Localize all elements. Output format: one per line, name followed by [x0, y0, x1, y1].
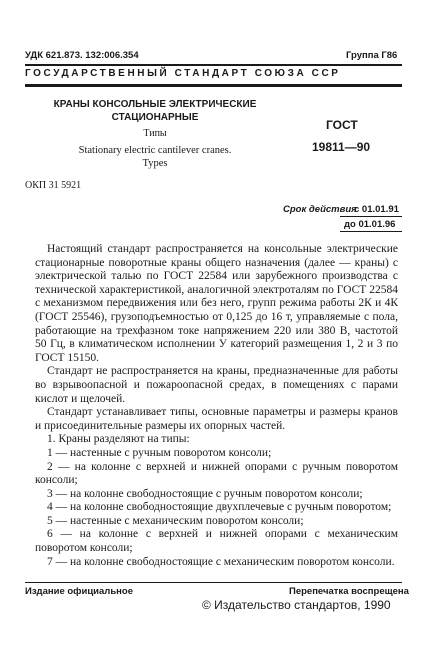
- english-title-line-1: Stationary electric cantilever cranes.: [78, 145, 232, 156]
- paragraph-exclusions: Стандарт не распространяется на краны, предназначенные для работы во взрывоопасной и пожароопасной средах, в помещениях с парами кислот и щелочей.: [35, 365, 398, 405]
- reprint-note: Перепечатка воспрещена: [289, 586, 409, 597]
- list-item: 6 — на колонне с верхней и нижней опорами с механическим поворотом консоли;: [35, 528, 398, 555]
- copyright-note: © Издательство стандартов, 1990: [202, 598, 391, 612]
- edition-note: Издание официальное: [25, 586, 133, 597]
- list-item: 2 — на колонне с верхней и нижней опорами с ручным поворотом консоли;: [35, 460, 398, 487]
- udk-code: УДК 621.873. 132:006.354: [25, 50, 139, 61]
- list-item: 4 — на колонне свободностоящие двухплечевые с ручным поворотом;: [47, 501, 392, 514]
- title-line-2: СТАЦИОНАРНЫЕ: [111, 112, 199, 123]
- banner-rule: [25, 84, 402, 87]
- paragraph-scope: Настоящий стандарт распространяется на консольные электрические стационарные поворотные краны общего назначения (далее — краны) с электрической талью по ГОСТ 22584 или зарубежного производства с технической характеристикой, аналогичной электроталям по ГОСТ 22584 с механизмом передвижения или без него, групп режима работы 2К и 4К (ГОСТ 25546), грузоподъемностью от 0,125 до 16 т, управляемые с пола, работающие на трехфазном токе напряжением 220 или 380 В, частотой 50 Гц, в климатическом исполнении У категорий размещения 1, 2 и 3 по ГОСТ 15150.: [35, 243, 398, 364]
- title-line-1: КРАНЫ КОНСОЛЬНЫЕ ЭЛЕКТРИЧЕСКИЕ: [53, 99, 257, 110]
- gost-number: 19811—90: [312, 140, 371, 154]
- paragraph-establishes: Стандарт устанавливает типы, основные параметры и размеры кранов и присоединительные размеры их опорных частей.: [35, 406, 398, 432]
- title-types: Типы: [143, 128, 167, 139]
- validity-underline-1: [340, 216, 402, 217]
- gost-label: ГОСТ: [326, 118, 358, 132]
- validity-underline-2: [340, 231, 402, 232]
- standard-banner: ГОСУДАРСТВЕННЫЙ СТАНДАРТ СОЮЗА ССР: [25, 68, 341, 79]
- list-item: 7 — на колонне свободностоящие с механическим поворотом консоли.: [47, 555, 395, 568]
- top-rule: [25, 64, 402, 66]
- paragraph-types-intro: 1. Краны разделяют на типы:: [47, 433, 190, 446]
- group-code: Группа Г86: [346, 50, 398, 61]
- validity-label: Срок действия: [283, 204, 357, 215]
- list-item: 5 — настенные с механическим поворотом консоли;: [47, 514, 304, 527]
- body-text: [35, 243, 398, 569]
- list-item: 3 — на колонне свободностоящие с ручным поворотом консоли;: [47, 487, 363, 500]
- english-title-line-2: Types: [142, 158, 168, 169]
- footer-rule: [25, 582, 402, 583]
- title-block: [40, 98, 270, 170]
- list-item: 1 — настенные с ручным поворотом консоли;: [47, 446, 272, 459]
- validity-to: до 01.01.96: [344, 219, 396, 230]
- validity-from: с 01.01.91: [354, 204, 399, 215]
- okp-code: ОКП 31 5921: [25, 180, 82, 191]
